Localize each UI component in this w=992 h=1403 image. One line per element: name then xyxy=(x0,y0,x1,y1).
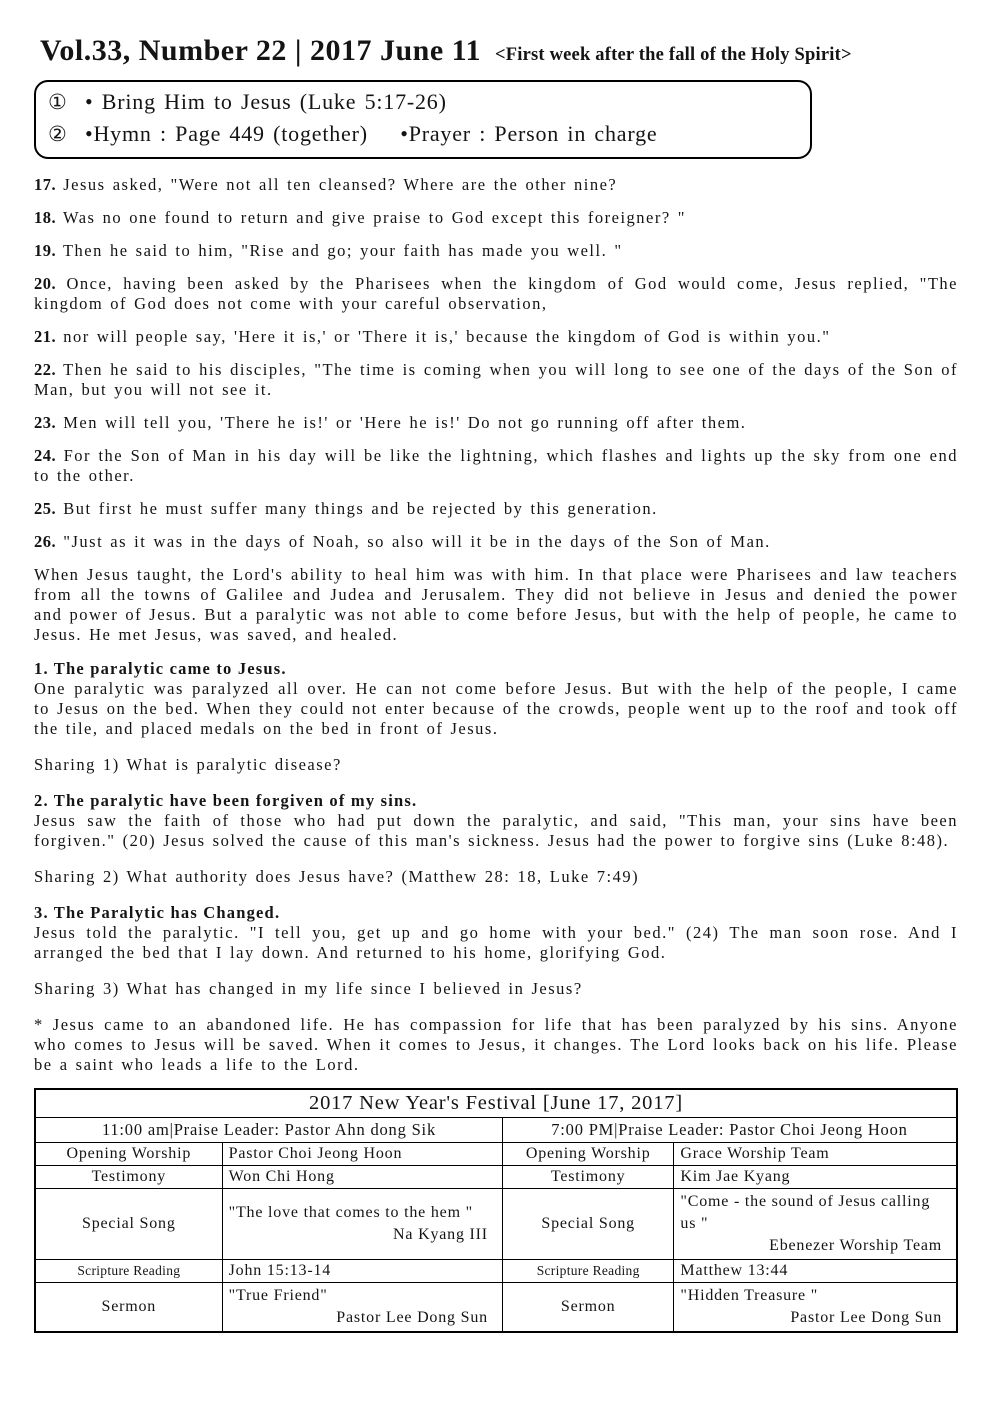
row-label: Special Song xyxy=(502,1189,673,1260)
verse-19 xyxy=(34,241,958,261)
sermon-am-cell xyxy=(222,1283,502,1333)
notice-sermon-title: • Bring Him to Jesus (Luke 5:17-26) xyxy=(84,89,447,114)
verse-number: 20. xyxy=(34,274,57,293)
section-1-body: One paralytic was paralyzed all over. He can not come before Jesus. But with the help of the people, I came to Jesus on the bed. When they could not enter because of the crowds, people went up to the roof and took off the tile, and placed medals on the bed in front of Jesus. xyxy=(34,679,958,738)
verse-24 xyxy=(34,446,958,486)
verse-number: 25. xyxy=(34,499,57,518)
row-label: Opening Worship xyxy=(35,1143,222,1166)
song-title: "Come - the sound of Jesus calling us " xyxy=(680,1193,931,1232)
verse-number: 21. xyxy=(34,327,57,346)
verse-18 xyxy=(34,208,958,228)
verse-number: 18. xyxy=(34,208,57,227)
song-performer: Na Kyang III xyxy=(393,1226,488,1243)
section-3-body: Jesus told the paralytic. "I tell you, get up and go home with your bed." (24) The man soon rose. And I arranged the bed that I lay down. And returned to his home, glorifying God. xyxy=(34,923,958,962)
sharing-question-3: Sharing 3) What has changed in my life since I believed in Jesus? xyxy=(34,979,583,998)
verse-number: 22. xyxy=(34,360,57,379)
song-performer: Ebenezer Worship Team xyxy=(769,1237,942,1254)
verse-number: 24. xyxy=(34,446,57,465)
section-3-heading: 3. The Paralytic has Changed. xyxy=(34,903,281,922)
row-label: Testimony xyxy=(35,1166,222,1189)
verse-20 xyxy=(34,274,958,314)
festival-title: 2017 New Year's Festival [June 17, 2017] xyxy=(35,1089,957,1118)
verse-number: 23. xyxy=(34,413,57,432)
verse-text: Men will tell you, 'There he is!' or 'Here he is!' Do not go running off after them. xyxy=(63,413,747,432)
verse-text: nor will people say, 'Here it is,' or 'There it is,' because the kingdom of God is within you." xyxy=(63,327,831,346)
verse-23 xyxy=(34,413,958,433)
session-header-row xyxy=(35,1118,957,1143)
row-label: Testimony xyxy=(502,1166,673,1189)
verse-text: Was no one found to return and give praise to God except this foreigner? " xyxy=(62,208,687,227)
row-label: Special Song xyxy=(35,1189,222,1260)
sermon-title: "Hidden Treasure " xyxy=(680,1287,819,1304)
row-label: Sermon xyxy=(35,1283,222,1333)
verse-text: But first he must suffer many things and be rejected by this generation. xyxy=(63,499,658,518)
sermon-pm-cell xyxy=(674,1283,957,1333)
section-2-body: Jesus saw the faith of those who had put down the paralytic, and said, "This man, your sins have been forgiven." (20) Jesus solved the cause of this man's sickness. Jesus had the power to forgive sins (Luke 8:48). xyxy=(34,811,958,850)
section-1-heading: 1. The paralytic came to Jesus. xyxy=(34,659,287,678)
verse-26 xyxy=(34,532,958,552)
verse-number: 17. xyxy=(34,175,57,194)
verse-number: 26. xyxy=(34,532,57,551)
sermon-preacher: Pastor Lee Dong Sun xyxy=(336,1309,488,1326)
row-value: Matthew 13:44 xyxy=(674,1260,957,1283)
row-label: Sermon xyxy=(502,1283,673,1333)
testimony-row xyxy=(35,1166,957,1189)
row-value: John 15:13-14 xyxy=(222,1260,502,1283)
festival-title-row xyxy=(35,1089,957,1118)
sermon-title: "True Friend" xyxy=(228,1287,328,1304)
row-value: Grace Worship Team xyxy=(674,1143,957,1166)
row-label: Scripture Reading xyxy=(35,1260,222,1283)
verse-21 xyxy=(34,327,958,347)
song-title: "The love that comes to the hem " xyxy=(228,1204,473,1221)
verse-text: For the Son of Man in his day will be like the lightning, which flashes and lights up the sky from one end to the other. xyxy=(34,446,958,485)
doc-header xyxy=(34,34,958,68)
row-value: Kim Jae Kyang xyxy=(674,1166,957,1189)
section-2-heading: 2. The paralytic have been forgiven of my sins. xyxy=(34,791,418,810)
opening-worship-row xyxy=(35,1143,957,1166)
row-value: Won Chi Hong xyxy=(222,1166,502,1189)
session-header-am: 11:00 am|Praise Leader: Pastor Ahn dong Sik xyxy=(35,1118,502,1143)
verse-25 xyxy=(34,499,958,519)
sermon-preacher: Pastor Lee Dong Sun xyxy=(790,1309,942,1326)
session-header-pm: 7:00 PM|Praise Leader: Pastor Choi Jeong Hoon xyxy=(502,1118,957,1143)
sermon-notes xyxy=(34,175,958,1075)
verse-text: Jesus asked, "Were not all ten cleansed? Where are the other nine? xyxy=(63,175,618,194)
intro-paragraph: When Jesus taught, the Lord's ability to heal him was with him. In that place were Pharisees and law teachers from all the towns of Galilee and Judea and Jerusalem. They did not believe in Jesus and denied the power and power of Jesus. But a paralytic was not able to come before Jesus, but with the help of people, he came to Jesus. He met Jesus, was saved, and healed. xyxy=(34,565,958,644)
verse-17 xyxy=(34,175,958,195)
verse-text: Then he said to him, "Rise and go; your faith has made you well. " xyxy=(62,241,623,260)
row-value: Pastor Choi Jeong Hoon xyxy=(222,1143,502,1166)
special-song-pm-cell xyxy=(674,1189,957,1260)
verse-22 xyxy=(34,360,958,400)
row-label: Scripture Reading xyxy=(502,1260,673,1283)
notice-line-2 xyxy=(48,118,798,150)
doc-subtitle: <First week after the fall of the Holy Spirit> xyxy=(495,45,852,65)
verse-number: 19. xyxy=(34,241,57,260)
doc-title: Vol.33, Number 22 | 2017 June 11 xyxy=(40,34,481,67)
row-label: Opening Worship xyxy=(502,1143,673,1166)
notice-prayer: •Prayer : Person in charge xyxy=(400,121,658,146)
sharing-question-2: Sharing 2) What authority does Jesus have? (Matthew 28: 18, Luke 7:49) xyxy=(34,867,640,886)
notice-line-1 xyxy=(48,86,798,118)
closing-paragraph: * Jesus came to an abandoned life. He has compassion for life that has been paralyzed by his sins. Anyone who comes to Jesus will be saved. When it comes to Jesus, it changes. The Lord looks back on his life. Please be a saint who leads a life to the Lord. xyxy=(34,1015,958,1074)
festival-table xyxy=(34,1088,958,1333)
circled-one-icon: ① xyxy=(48,90,68,114)
verse-text: Once, having been asked by the Pharisees when the kingdom of God would come, Jesus replied, "The kingdom of God does not come with your careful observation, xyxy=(34,274,959,313)
special-song-row xyxy=(35,1189,957,1260)
sermon-row xyxy=(35,1283,957,1333)
verse-text: Then he said to his disciples, "The time is coming when you will long to see one of the days of the Son of Man, but you will not see it. xyxy=(34,360,958,399)
circled-two-icon: ② xyxy=(48,122,68,146)
scripture-reading-row xyxy=(35,1260,957,1283)
notice-box xyxy=(34,80,812,159)
sharing-question-1: Sharing 1) What is paralytic disease? xyxy=(34,755,342,774)
verse-text: "Just as it was in the days of Noah, so also will it be in the days of the Son of Man. xyxy=(63,532,771,551)
notice-hymn: •Hymn : Page 449 (together) xyxy=(84,121,368,146)
special-song-am-cell xyxy=(222,1189,502,1260)
